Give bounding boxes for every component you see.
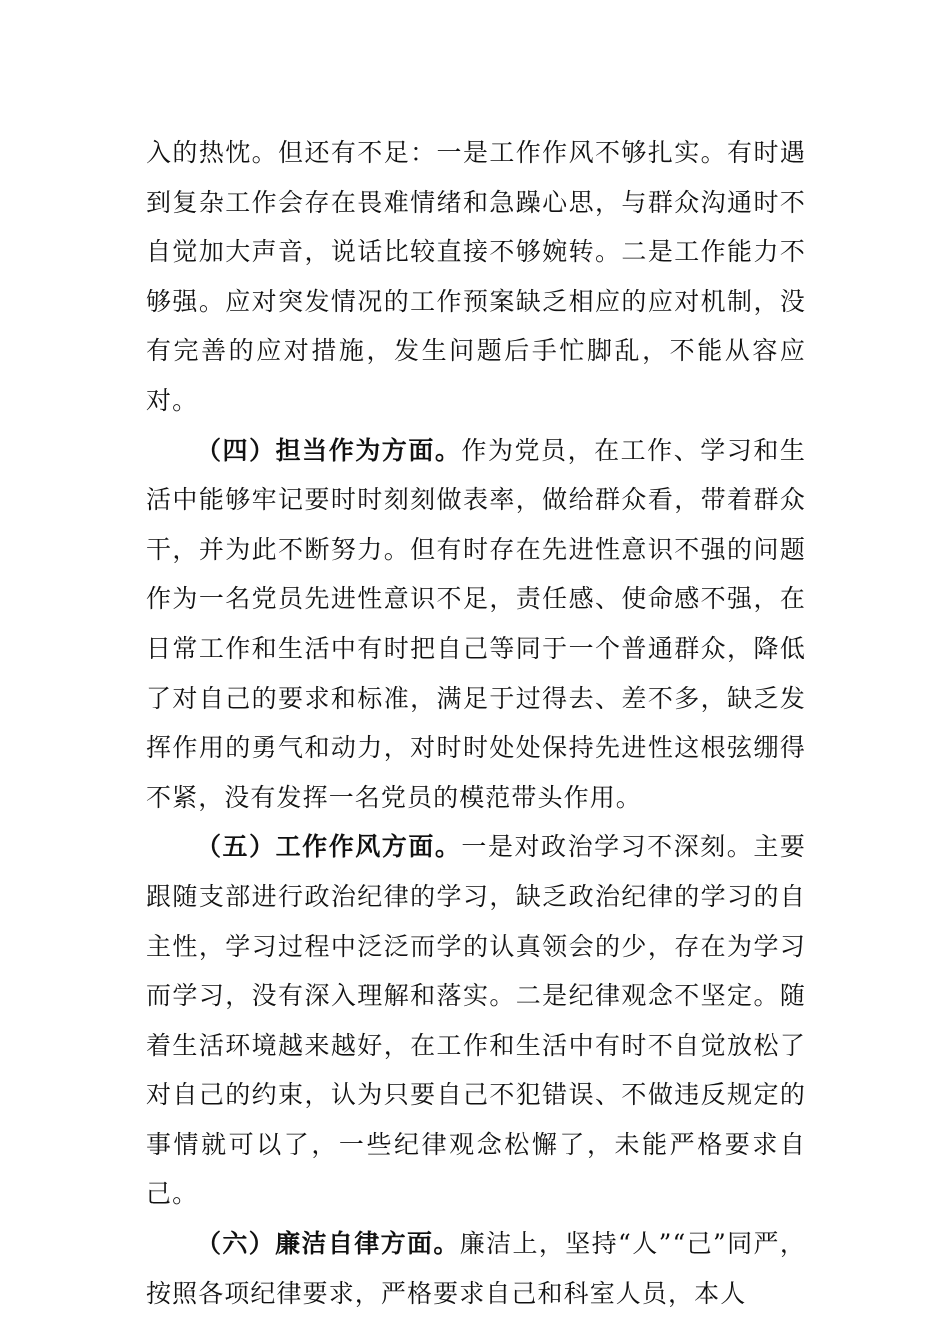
section-heading: （六）廉洁自律方面。 <box>196 1229 460 1259</box>
section-heading: （四）担当作为方面。 <box>196 435 462 465</box>
section-heading: （五）工作作风方面。 <box>196 832 462 862</box>
document-body <box>146 128 806 1318</box>
paragraph-continuation <box>146 128 806 426</box>
paragraph-text: 作为党员，在工作、学习和生活中能够牢记要时时刻刻做表率，做给群众看，带着群众干，并为此不断努力。但有时存在先进性意识不强的问题作为一名党员先进性意识不足，责任感、使命感不强，在日常工作和生活中有时把自己等同于一个普通群众，降低了对自己的要求和标准，满足于过得去、差不多，缺乏发挥作用的勇气和动力，对时时处处保持先进性这根弦绷得不紧，没有发挥一名党员的模范带头作用。 <box>146 435 806 812</box>
paragraph-section-4 <box>146 426 806 823</box>
paragraph-section-6 <box>146 1219 806 1318</box>
paragraph-text: 入的热忱。但还有不足：一是工作作风不够扎实。有时遇到复杂工作会存在畏难情绪和急躁心思，与群众沟通时不自觉加大声音，说话比较直接不够婉转。二是工作能力不够强。应对突发情况的工作预案缺乏相应的应对机制，没有完善的应对措施，发生问题后手忙脚乱，不能从容应对。 <box>146 138 806 415</box>
paragraph-text: 一是对政治学习不深刻。主要跟随支部进行政治纪律的学习，缺乏政治纪律的学习的自主性，学习过程中泛泛而学的认真领会的少，存在为学习而学习，没有深入理解和落实。二是纪律观念不坚定。随着生活环境越来越好，在工作和生活中有时不自觉放松了对自己的约束，认为只要自己不犯错误、不做违反规定的事情就可以了，一些纪律观念松懈了，未能严格要求自己。 <box>146 832 806 1209</box>
paragraph-text: 廉洁上，坚持“人”“己”同严，按照各项纪律要求，严格要求自己和科室人员，本人 <box>146 1229 806 1308</box>
paragraph-section-5 <box>146 822 806 1219</box>
